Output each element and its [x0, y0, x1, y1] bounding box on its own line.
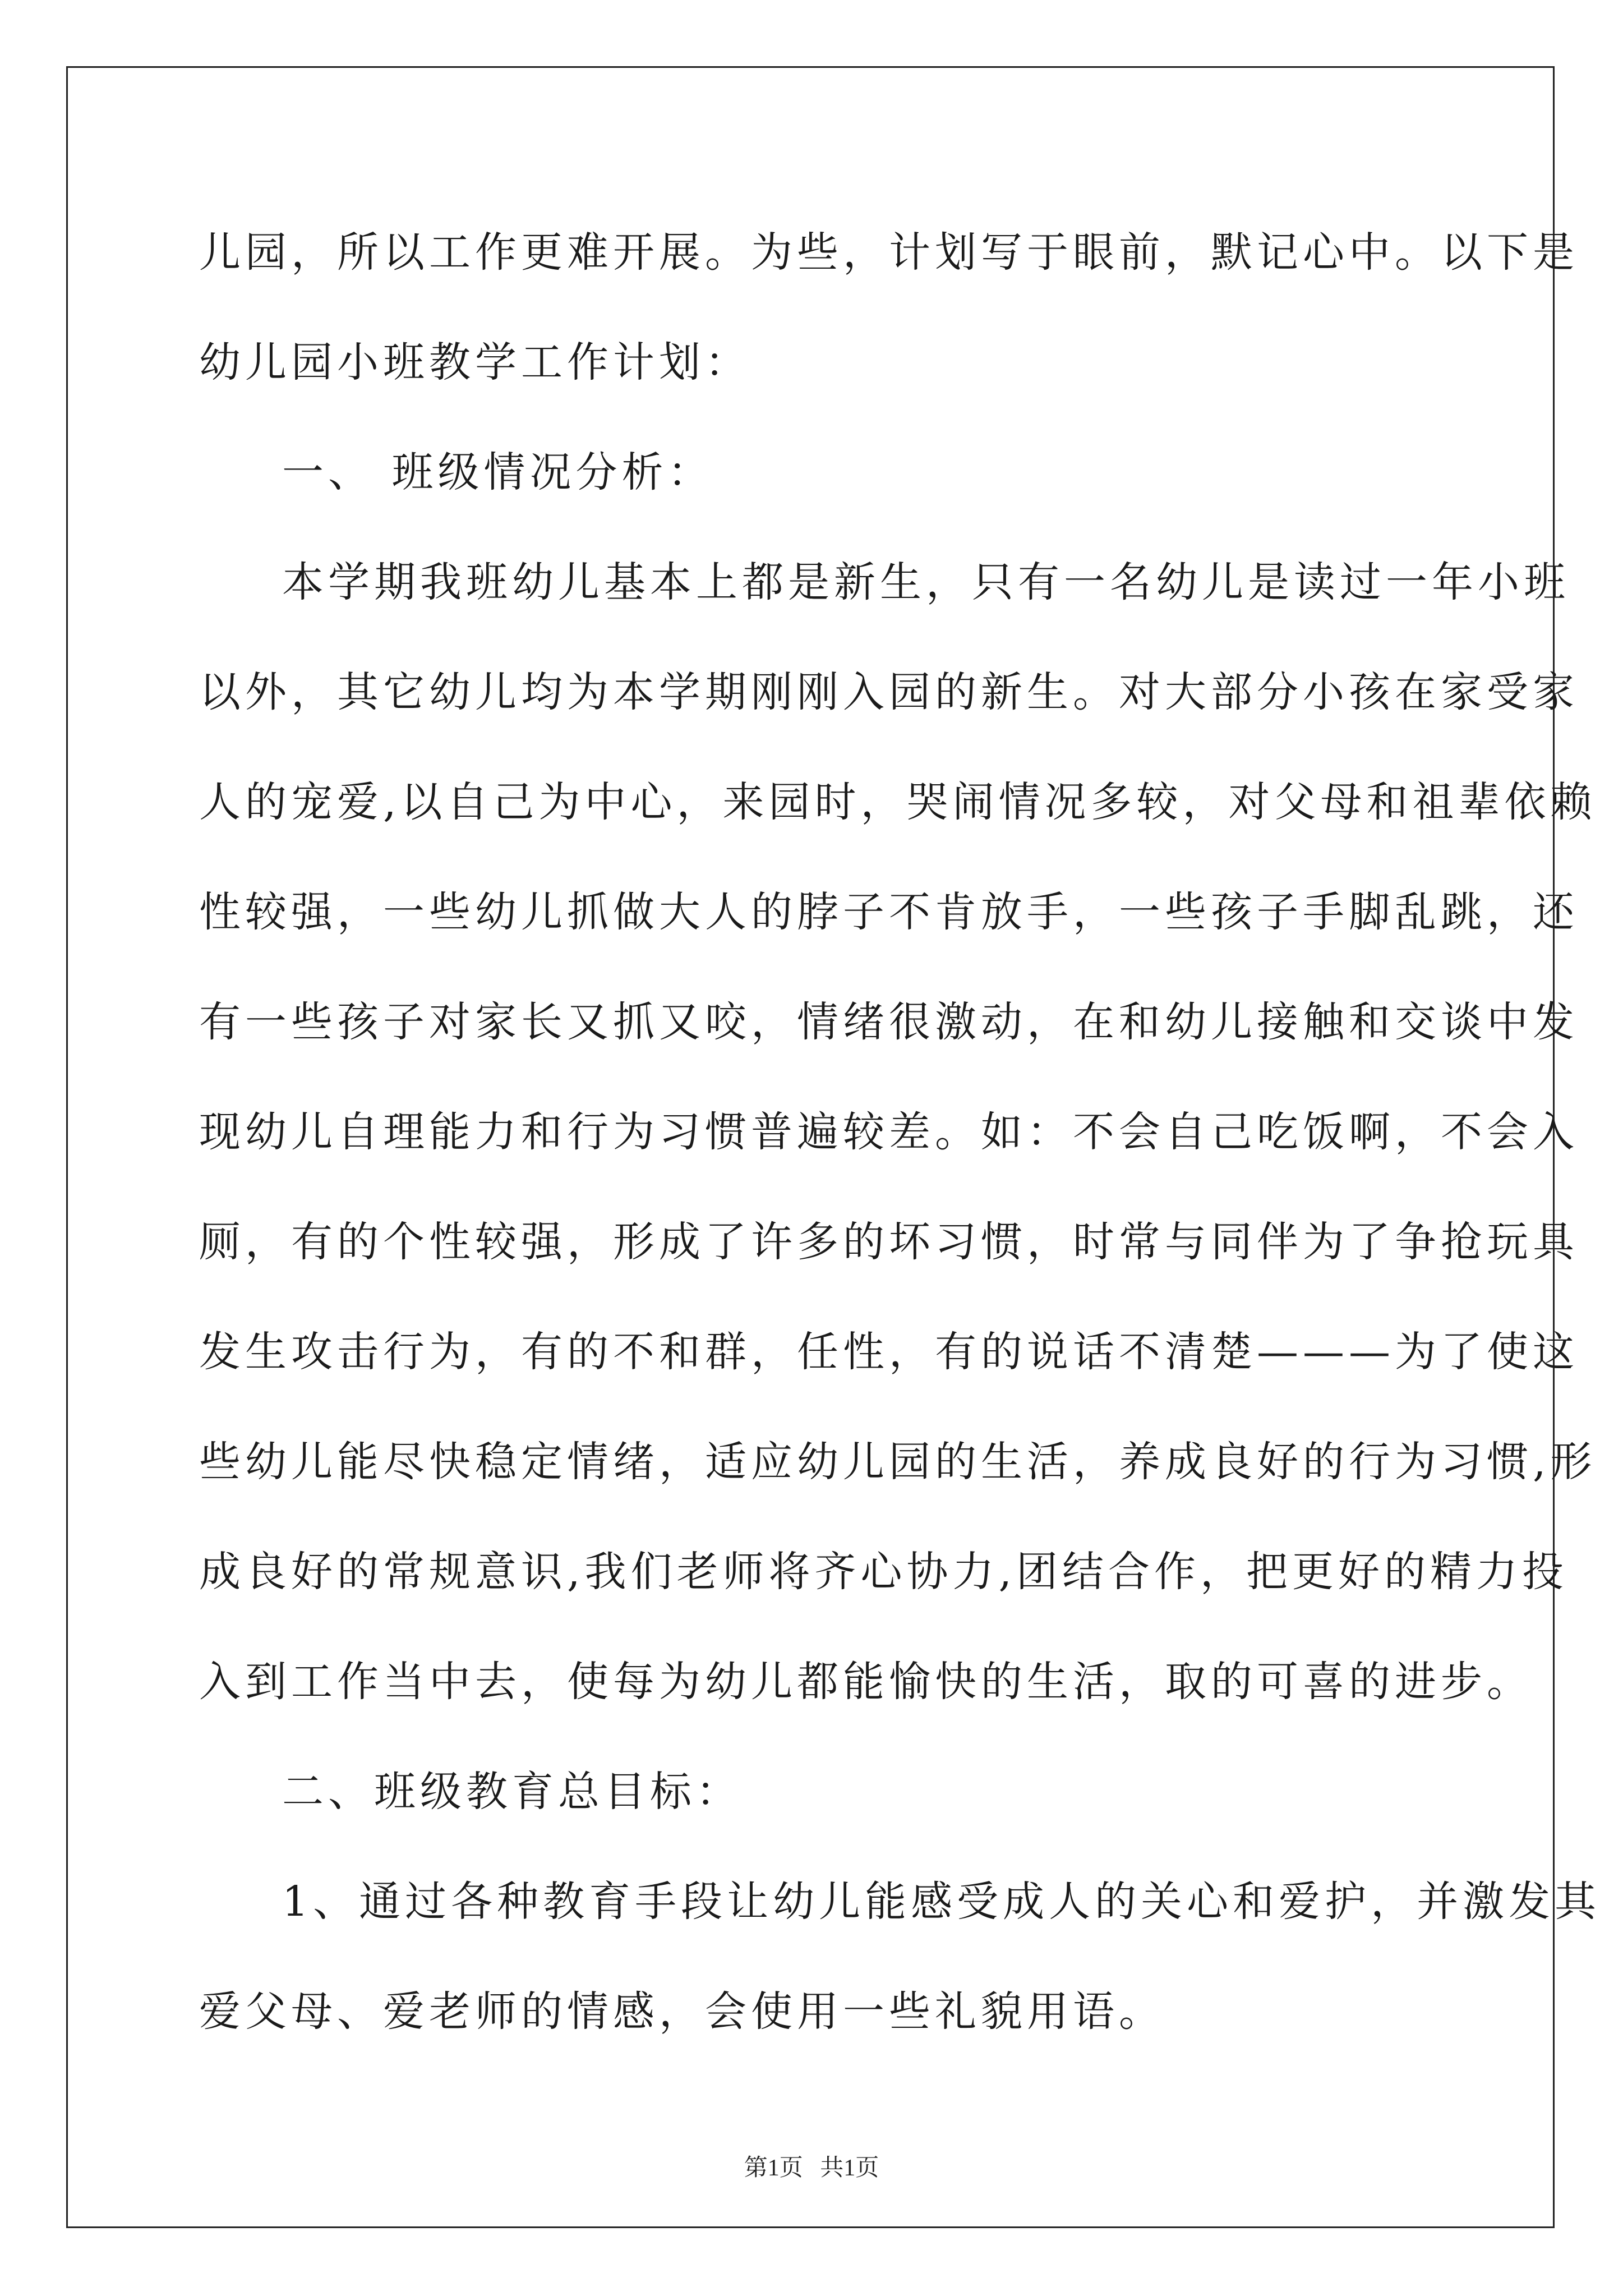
- text-line: 发生攻击行为，有的不和群，任性，有的说话不清楚———为了使这: [199, 1328, 1579, 1376]
- text-line: 爱父母、爱老师的情感，会使用一些礼貌用语。: [199, 1987, 1165, 2036]
- text-line: 厕，有的个性较强，形成了许多的坏习惯，时常与同伴为了争抢玩具: [199, 1218, 1579, 1266]
- text-line: 现幼儿自理能力和行为习惯普遍较差。如：不会自己吃饭啊，不会入: [199, 1108, 1579, 1156]
- text-line: 儿园，所以工作更难开展。为些，计划写于眼前，默记心中。以下是: [199, 228, 1579, 277]
- text-line: 以外，其它幼儿均为本学期刚刚入园的新生。对大部分小孩在家受家: [199, 668, 1579, 716]
- page-footer: 第1页 共1页: [744, 2155, 879, 2181]
- section-heading: 一、 班级情况分析：: [282, 448, 714, 496]
- text-line: 成良好的常规意识,我们老师将齐心协力,团结合作，把更好的精力投: [199, 1548, 1569, 1596]
- document-body: [199, 213, 1601, 2082]
- text-line: 性较强，一些幼儿抓做大人的脖子不肯放手，一些孩子手脚乱跳，还: [199, 888, 1579, 936]
- text-line: 幼儿园小班教学工作计划：: [199, 338, 751, 386]
- text-line: 入到工作当中去，使每为幼儿都能愉快的生活，取的可喜的进步。: [199, 1658, 1533, 1706]
- text-line: 1、通过各种教育手段让幼儿能感受成人的关心和爱护，并激发其: [282, 1878, 1601, 1926]
- text-line: 有一些孩子对家长又抓又咬，情绪很激动，在和幼儿接触和交谈中发: [199, 998, 1579, 1046]
- section-heading: 二、班级教育总目标：: [282, 1768, 742, 1816]
- text-line: 些幼儿能尽快稳定情绪，适应幼儿园的生活，养成良好的行为习惯,形: [199, 1438, 1597, 1486]
- text-line: 本学期我班幼儿基本上都是新生，只有一名幼儿是读过一年小班: [282, 558, 1570, 606]
- text-line: 人的宠爱,以自己为中心，来园时，哭闹情况多较，对父母和祖辈依赖: [199, 778, 1597, 826]
